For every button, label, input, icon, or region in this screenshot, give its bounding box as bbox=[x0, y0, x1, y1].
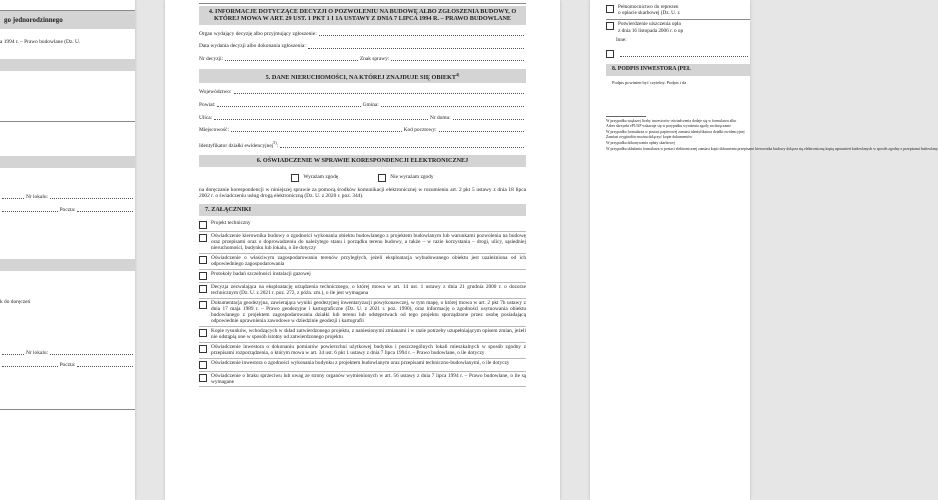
attachment-item bbox=[199, 283, 526, 299]
document-page-right bbox=[590, 0, 938, 500]
footnote: Adres skrzynki ePUAP wskazuje się w przypadku wyrażenia zgody na doręczanie bbox=[606, 124, 731, 129]
attachment-text: Kopie rysunków, wchodzących w skład zatwierdzonego projektu, z naniesionymi zmianami i w razie potrzeby uzupełniającym opisem zmian, jeżeli nie odstąpią one w sposób istotny od zatwierdzonego projektu bbox=[211, 327, 526, 341]
ulica-field: Ulica: Nr domu: bbox=[199, 115, 526, 122]
attachment-item bbox=[199, 254, 526, 270]
attachment-checkbox[interactable] bbox=[199, 221, 207, 229]
attachment-item bbox=[199, 219, 526, 232]
right-podpis-note: Podpis powinien być czytelny. Podpis i da bbox=[612, 79, 687, 85]
attachment-checkbox[interactable] bbox=[199, 256, 207, 264]
left-lokal-row: Nr lokalu: bbox=[0, 194, 135, 201]
attachment-text: Oświadczenie inwestora o zgodności wykonania budynku z projektem budowlanym oraz przepisami techniczno-budowlanymi, o ile dotyczy bbox=[211, 359, 510, 366]
attachment-text: Oświadczenie inwestora o dokonaniu pomiarów powierzchni użytkowej budynku i poszczególnych lokali mieszkalnych w sposób zgodny z przepisami rozporządzenia, o którym mowa w art. 34 ust. 6 pkt 1 ustawy z dnia 7 lipca 1994 r. – Prawo budowlane, o ile dotyczy bbox=[211, 343, 526, 357]
attachment-checkbox[interactable] bbox=[199, 285, 207, 293]
nr-decyzji-field: Nr decyzji: Znak sprawy: bbox=[199, 56, 526, 63]
attachment-checkbox[interactable] bbox=[199, 301, 207, 309]
left-line-top: a 1994 r. – Prawo budowlane (Dz. U. bbox=[0, 38, 81, 45]
attachment-item bbox=[199, 343, 526, 359]
wojewodztwo-field: Województwo: bbox=[199, 89, 526, 96]
attachment-checkbox[interactable] bbox=[199, 374, 207, 382]
attachment-item bbox=[199, 299, 526, 327]
footnote: W przypadku dokonywania opłaty skarbowej bbox=[606, 141, 675, 146]
attachment-text: Protokoły badań szczelności instalacji gazowej bbox=[211, 271, 311, 278]
attachment-text: Oświadczenie o właściwym zagospodarowaniu terenów przyległych, jeżeli eksploatacja wybudowanego obiektu jest uzależniona od ich odpowiedniego zagospodarowania bbox=[211, 255, 526, 268]
left-lokal-row-2: Nr lokalu: bbox=[0, 350, 135, 357]
left-header-top: go jednorodzinnego bbox=[0, 11, 135, 29]
right-inne-label: Inne: bbox=[616, 36, 627, 43]
consent-no-option[interactable]: Nie wyrażam zgody bbox=[378, 173, 433, 182]
right-inne-row bbox=[606, 49, 750, 58]
data-wydania-field: Data wydania decyzji albo dokonania zgłoszenia: bbox=[199, 43, 526, 50]
left-poczta-row: Poczta: bbox=[0, 207, 135, 214]
footnote: Zamiast oryginałów można dołączyć kopie dokumentów bbox=[606, 135, 693, 140]
section-6-title: 6. OŚWIADCZENIE W SPRAWIE KORESPONDENCJI ELEKTRONICZNEJ bbox=[199, 155, 526, 167]
attachment-text: Dokumentacja geodezyjna, zawierająca wyniki geodezyjnej inwentaryzacji powykonawczej, w tym mapę, o której mowa w art. 2 pkt 7b ustawy z dnia 17 maja 1989 r. – Prawo geodezyjne i kartograficzne (Dz. U. z 2021 r. poz. 1990), oraz informację o zgodności usytuowania obiektu budowlanego z projektem zagospodarowania działki lub terenu lub odstępstwach od tego projektu sporządzone przez osobę posiadającą odpowiednie uprawnienia zawodowe w dziedzinie geodezji i kartografii bbox=[211, 299, 526, 325]
consent-no-checkbox[interactable] bbox=[378, 174, 386, 182]
attachment-checkbox[interactable] bbox=[199, 272, 207, 280]
section-5-title: 5. DANE NIERUCHOMOŚCI, NA KTÓREJ ZNAJDUJE SIĘ OBIEKT$^{4)}$ bbox=[199, 69, 526, 84]
attachment-checkbox[interactable] bbox=[199, 345, 207, 353]
attachment-text: Projekt techniczny bbox=[211, 220, 251, 227]
organ-field: Organ wydający decyzję albo przyjmujący zgłoszenie: bbox=[199, 31, 526, 38]
right-item-2: Potwierdzenie uiszczenia opła z dnia 16 listopada 2006 r. o op bbox=[606, 21, 750, 34]
document-page-center bbox=[165, 0, 560, 500]
attachment-item bbox=[199, 327, 526, 343]
identyfikator-field: Identyfikator działki ewidencyjnej$^{5)}$: bbox=[199, 140, 526, 149]
left-header-band-3 bbox=[0, 259, 135, 271]
section-7-title: 7. ZAŁĄCZNIKI bbox=[199, 204, 526, 216]
section-8-title: 8. PODPIS INWESTORA (PEŁ bbox=[606, 64, 750, 76]
right-inne-checkbox[interactable] bbox=[606, 50, 614, 58]
consent-yes-option[interactable]: Wyrażam zgodę bbox=[291, 173, 338, 182]
right-item-2-checkbox[interactable] bbox=[606, 22, 614, 30]
footnote: W przypadku składania formularza w postaci elektronicznej zamiast kopii dokumentu przepisami kierownika budowy dołącza się elektroniczną kopię uprawnień budowlanych w sposób zgodny z przepisami budowlany. bbox=[606, 146, 938, 151]
document-page-left bbox=[0, 0, 135, 500]
attachment-checkbox[interactable] bbox=[199, 234, 207, 242]
right-footnotes bbox=[606, 117, 938, 152]
attachment-text: Oświadczenie kierownika budowy o zgodności wykonania obiektu budowlanego z projektem budowlanym lub warunkami pozwolenia na budowę oraz przepisami oraz o doprowadzeniu do należytego stanu i porządku terenu budowy, a także – w razie korzystania – drogi, ulicy, sąsiedniej nieruchomości, budynku lub lokalu, o ile dotyczy bbox=[211, 233, 526, 252]
attachment-text: Decyzja zezwalająca na eksploatację urządzenia technicznego, o której mowa w art. 14 ust. 1 ustawy z dnia 21 grudnia 2000 r. o dozorze technicznym (Dz. U. z 2021 r. poz. 272, z późn. zm.), o ile jest wymagana bbox=[211, 283, 526, 296]
attachment-item bbox=[199, 270, 526, 283]
right-item-1-checkbox[interactable] bbox=[606, 5, 614, 13]
attachment-checkbox[interactable] bbox=[199, 329, 207, 337]
footnote: W przypadku większej liczby inwestorów oświadczenia dodaje się w formularzu albo bbox=[606, 118, 737, 123]
right-item-1: Pełnomocnictwo do reprezen o opłacie skarbowej (Dz. U. z bbox=[606, 4, 750, 17]
left-header-band-1 bbox=[0, 59, 135, 71]
miejscowosc-field: Miejscowość: Kod pocztowy: bbox=[199, 127, 526, 134]
attachment-text: Oświadczenie o braku sprzeciwu lub uwag ze strony organów wymienionych w art. 56 ustawy z dnia 7 lipca 1994 r. – Prawo budowlane, o ile są wymagane bbox=[211, 372, 526, 385]
consent-text: na doręczanie korespondencji w niniejszej sprawie za pomocą środków komunikacji elektronicznej w rozumieniu art. 2 pkt 5 ustawy z dnia 18 lipca 2002 r. o świadczeniu usług drogą elektroniczną (Dz. U. z 2020 r. poz. 344). bbox=[199, 186, 526, 200]
attachment-item bbox=[199, 372, 526, 388]
attachment-item bbox=[199, 232, 526, 254]
section-4-title: 4. INFORMACJE DOTYCZĄCE DECYZJI O POZWOLENIU NA BUDOWĘ ALBO ZGŁOSZENIA BUDOWY, O KTÓREJ MOWA W ART. 29 UST. 1 PKT 1 I 1A USTAWY Z DNIA 7 LIPCA 1994 R. – PRAWO BUDOWLANE bbox=[199, 6, 526, 25]
left-header-band-2 bbox=[0, 156, 135, 168]
left-doreczen-label: k do doręczeń bbox=[0, 299, 31, 306]
attachments-list bbox=[199, 219, 526, 387]
consent-yes-checkbox[interactable] bbox=[291, 174, 299, 182]
attachment-item bbox=[199, 359, 526, 372]
consent-options bbox=[199, 173, 526, 182]
footnote: W przypadku formularza w postaci papierowej zamiast identyfikatora działki ewidencyjnej bbox=[606, 129, 745, 134]
left-poczta-row-2: Poczta: bbox=[0, 362, 135, 369]
powiat-gmina-field: Powiat: Gmina: bbox=[199, 102, 526, 109]
attachment-checkbox[interactable] bbox=[199, 361, 207, 369]
